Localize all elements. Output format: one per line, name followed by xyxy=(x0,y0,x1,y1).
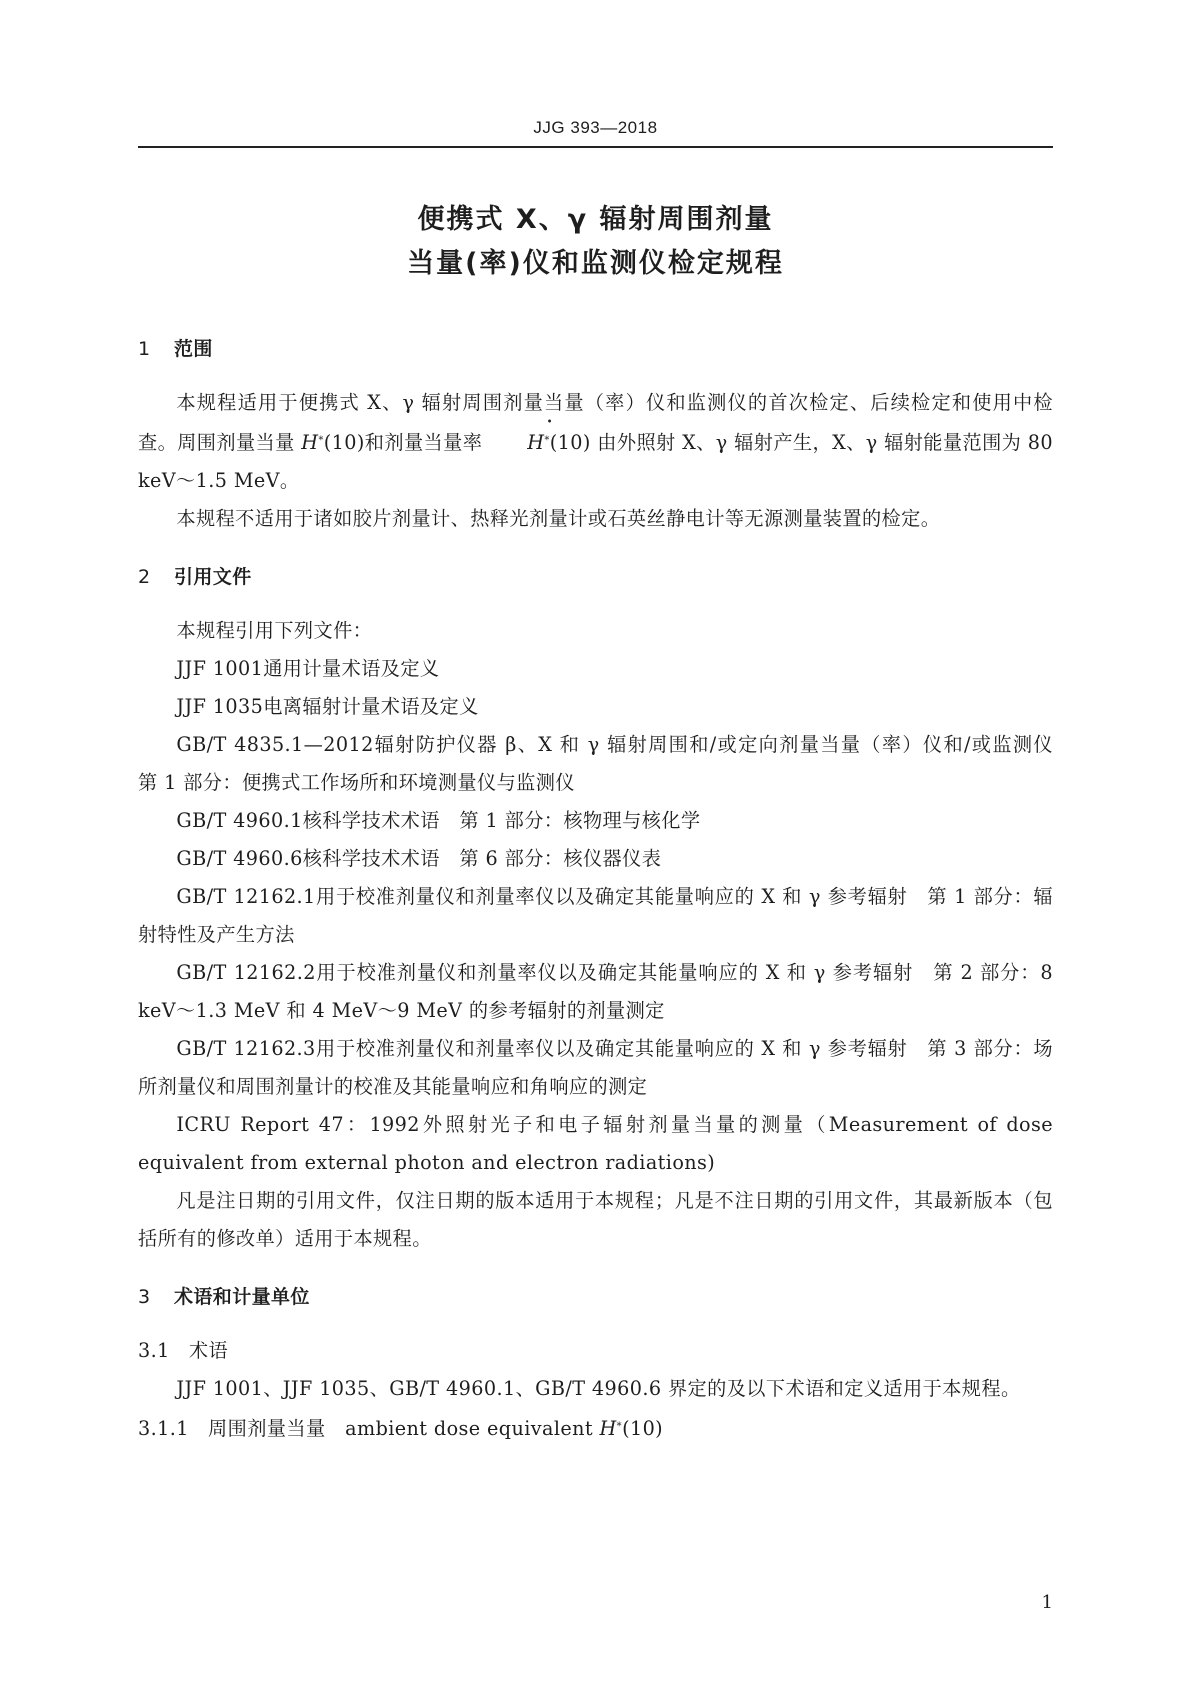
header-standard-code: JJG 393—2018 xyxy=(533,118,658,137)
section-title: 术语和计量单位 xyxy=(174,1286,310,1308)
section-heading-scope xyxy=(138,330,1053,368)
page-number: 1 xyxy=(1041,1592,1053,1613)
h-dot-symbol: • H xyxy=(489,424,545,462)
header-rule xyxy=(138,146,1053,148)
term-ambient-dose-equivalent: 3.1.1 周围剂量当量 ambient dose equivalent H*(10) xyxy=(138,1417,664,1440)
reference-item: JJF 1001通用计量术语及定义 xyxy=(176,657,440,680)
section-title: 范围 xyxy=(174,338,213,360)
section-title: 引用文件 xyxy=(174,566,252,588)
reference-item: GB/T 12162.1用于校准剂量仪和剂量率仪以及确定其能量响应的 X 和 γ 参考辐射 第 1 部分：辐射特性及产生方法 xyxy=(138,885,1053,946)
scope-paragraph-1: 本规程适用于便携式 X、γ 辐射周围剂量当量（率）仪和监测仪的首次检定、后续检定和使用中检查。周围剂量当量 H*(10)和剂量当量率 • H*(10) 由外照射 X、γ 辐射产生，X、γ 辐射能量范围为 80 keV～1.5 MeV。 xyxy=(138,384,1053,500)
references-intro: 本规程引用下列文件： xyxy=(176,619,373,642)
title-line-1: 便携式 X、γ 辐射周围剂量 xyxy=(417,204,774,235)
reference-item: ICRU Report 47：1992外照射光子和电子辐射剂量当量的测量（Measurement of dose equivalent from external photon and electron radiations) xyxy=(138,1113,1053,1174)
reference-item: GB/T 12162.3用于校准剂量仪和剂量率仪以及确定其能量响应的 X 和 γ 参考辐射 第 3 部分：场所剂量仪和周围剂量计的校准及其能量响应和角响应的测定 xyxy=(138,1037,1053,1098)
section-heading-references xyxy=(138,558,1053,596)
document-title xyxy=(0,198,1191,286)
document-body xyxy=(138,330,1073,1448)
references-note: 凡是注日期的引用文件，仅注日期的版本适用于本规程；凡是不注日期的引用文件，其最新版本（包括所有的修改单）适用于本规程。 xyxy=(138,1189,1053,1250)
reference-item: GB/T 4960.6核科学技术术语 第 6 部分：核仪器仪表 xyxy=(176,847,662,870)
title-line-2: 当量(率)仪和监测仪检定规程 xyxy=(407,248,784,279)
reference-item: GB/T 4835.1—2012辐射防护仪器 β、X 和 γ 辐射周围和/或定向剂量当量（率）仪和/或监测仪 第 1 部分：便携式工作场所和环境测量仪与监测仪 xyxy=(138,733,1073,794)
reference-item: GB/T 4960.1核科学技术术语 第 1 部分：核物理与核化学 xyxy=(176,809,701,832)
subsection-heading-terms: 3.1 术语 xyxy=(138,1339,229,1362)
h-symbol: H xyxy=(301,431,319,454)
section-number: 1 xyxy=(138,338,151,360)
scope-paragraph-2: 本规程不适用于诸如胶片剂量计、热释光剂量计或石英丝静电计等无源测量装置的检定。 xyxy=(176,507,941,530)
reference-item: GB/T 12162.2用于校准剂量仪和剂量率仪以及确定其能量响应的 X 和 γ 参考辐射 第 2 部分：8 keV～1.3 MeV 和 4 MeV～9 MeV 的参考辐射的剂量测定 xyxy=(138,961,1053,1022)
reference-item: JJF 1035电离辐射计量术语及定义 xyxy=(176,695,479,718)
section-heading-terms xyxy=(138,1278,1053,1316)
terms-paragraph: JJF 1001、JJF 1035、GB/T 4960.1、GB/T 4960.6 界定的及以下术语和定义适用于本规程。 xyxy=(176,1377,1021,1400)
section-number: 3 xyxy=(138,1286,151,1308)
section-number: 2 xyxy=(138,566,151,588)
